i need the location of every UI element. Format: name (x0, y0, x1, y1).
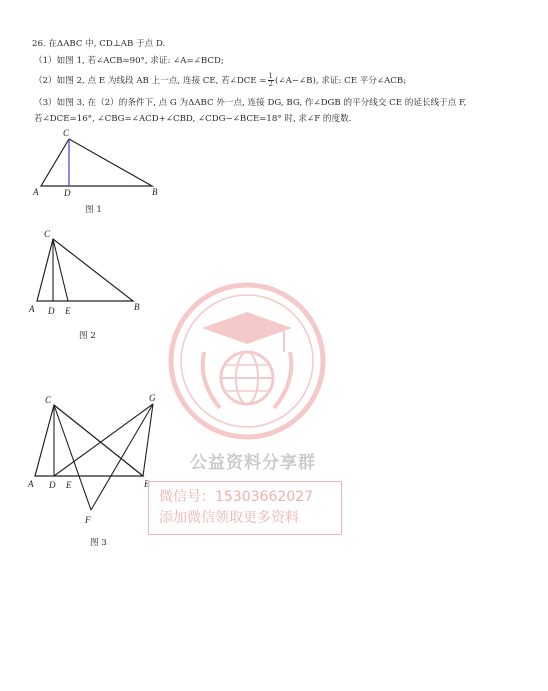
fig3-segment-bg (143, 404, 153, 476)
fig3-label-f: F (85, 515, 91, 525)
watermark-seal-icon (168, 282, 326, 440)
watermark-title: 公益资料分享群 (190, 453, 316, 473)
watermark-slogan: 添加微信领取更多资料 (159, 510, 299, 526)
problem-line-4: （3）如图 3, 在（2）的条件下, 点 G 为ΔABC 外一点, 连接 DG, BG, 作∠DGB 的平分线交 CE 的延长线于点 F, (34, 98, 467, 108)
fig3-triangle-abc (35, 405, 143, 476)
figure-2 (25, 228, 165, 320)
problem-line-2: （1）如图 1, 若∠ACB=90°, 求证: ∠A=∠BCD; (34, 56, 224, 66)
fig3-caption: 图 3 (90, 538, 107, 548)
fig1-triangle-abc (41, 139, 152, 186)
watermark-wechat: 微信号：15303662027 (159, 489, 313, 505)
fig3-ray-cef (54, 405, 91, 510)
fig1-label-a: A (33, 187, 39, 197)
fig3-segment-cb (54, 405, 143, 476)
fraction-numerator: 1 (268, 72, 274, 80)
fig2-label-a: A (29, 304, 35, 314)
fig2-label-b: B (134, 302, 140, 312)
fig3-label-a: A (28, 479, 34, 489)
problem-line-1: 26. 在ΔABC 中, CD⊥AB 于点 D. (32, 39, 166, 49)
fig3-label-c: C (45, 395, 52, 405)
fig2-label-c: C (44, 229, 51, 239)
fig2-caption: 图 2 (79, 331, 96, 341)
fig1-caption: 图 1 (85, 205, 102, 215)
problem-line-3-start: （2）如图 2, 点 E 为线段 AB 上一点, 连接 CE, 若∠DCE = (34, 76, 267, 86)
fraction-denominator: 2 (268, 80, 274, 88)
fig1-label-d: D (64, 188, 71, 198)
figure-1 (25, 128, 165, 200)
fig3-label-b: B (144, 479, 150, 489)
fig1-label-c: C (63, 128, 70, 138)
fig2-label-e: E (65, 306, 71, 316)
fig2-label-d: D (48, 306, 55, 316)
fig2-triangle-abc (37, 239, 133, 301)
watermark-contact-box (148, 481, 342, 535)
fig3-segment-dg (54, 404, 153, 476)
fraction-half (268, 73, 274, 88)
problem-line-3 (34, 73, 406, 88)
problem-line-3-end: (∠A−∠B), 求证: CE 平分∠ACB; (275, 76, 407, 86)
problem-line-5: 若∠DCE=16°, ∠CBG=∠ACD+∠CBD, ∠CDG−∠BCE=18° 时, 求∠F 的度数. (34, 114, 352, 124)
fig1-label-b: B (152, 187, 158, 197)
fig3-label-d: D (49, 480, 56, 490)
fig3-bisector-gf (91, 404, 153, 510)
fig3-label-g: G (149, 393, 156, 403)
fig3-label-e: E (66, 480, 72, 490)
